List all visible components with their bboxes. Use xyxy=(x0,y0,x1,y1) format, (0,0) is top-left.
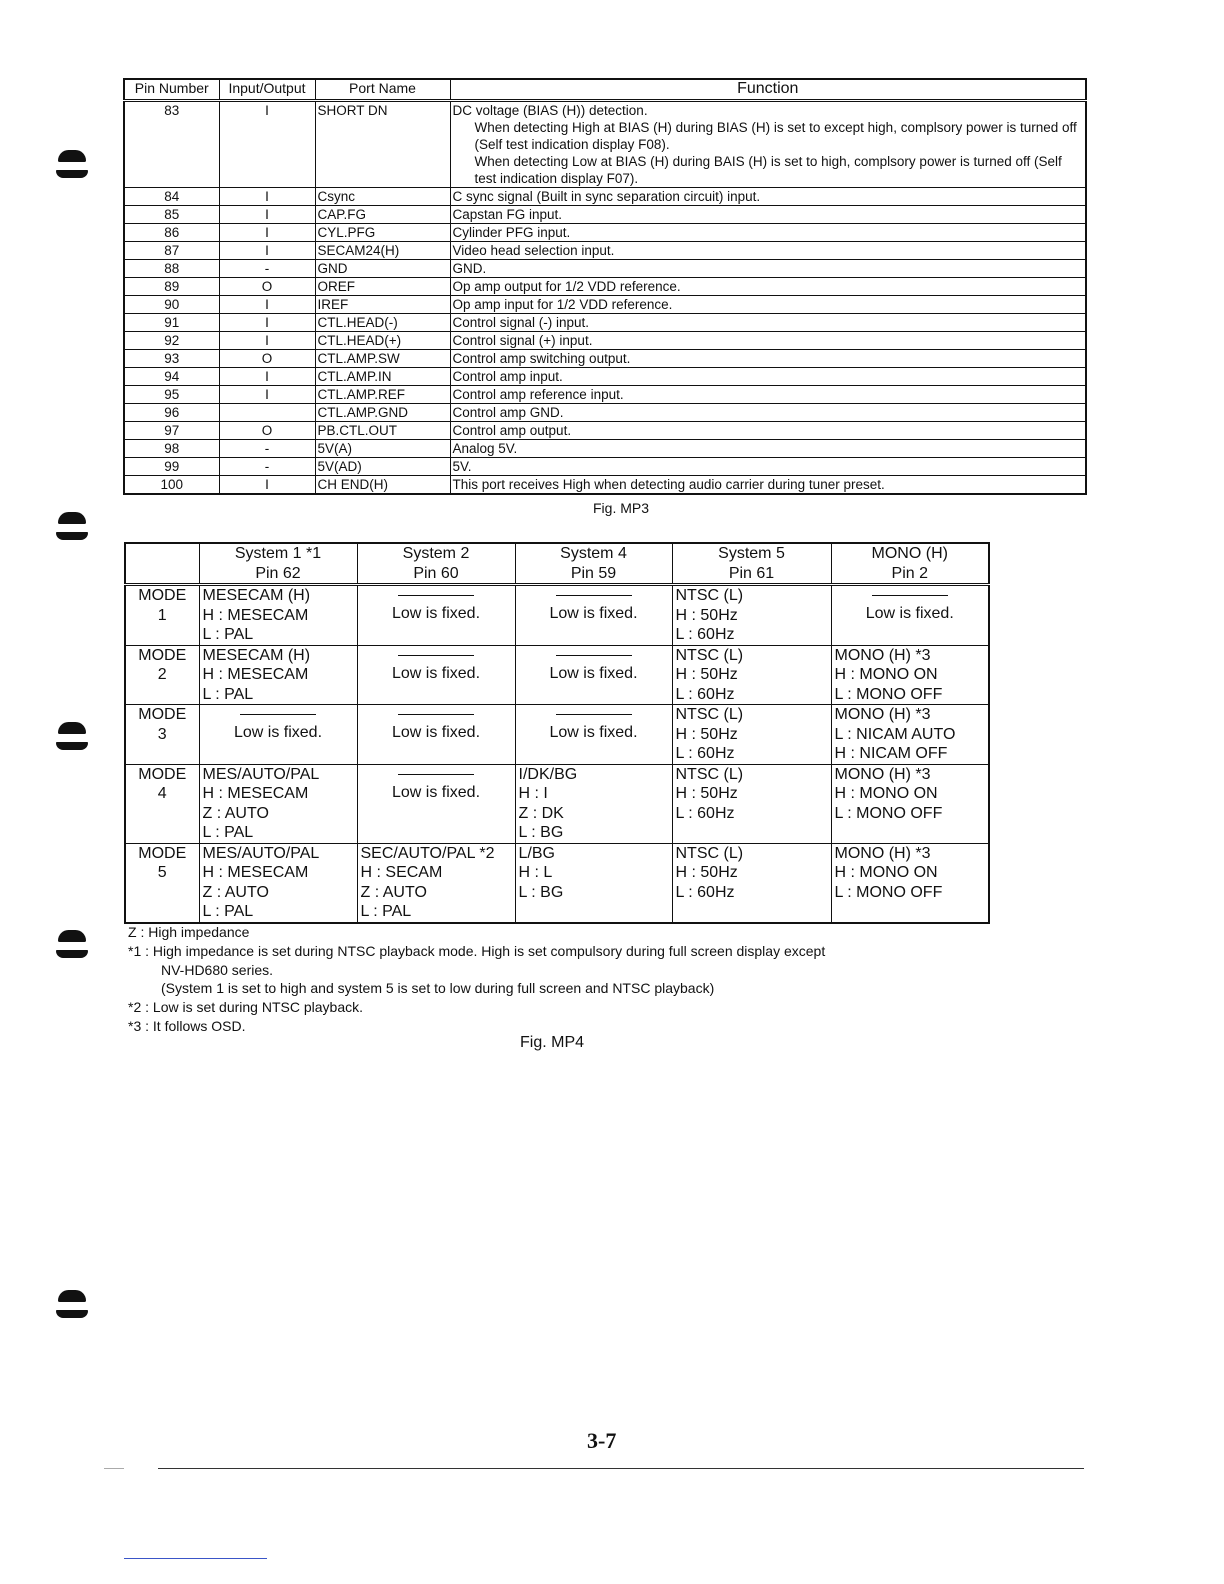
table-row xyxy=(124,260,1086,278)
cell-line: L : PAL xyxy=(202,626,254,643)
port-name: CTL.HEAD(+) xyxy=(315,332,450,350)
header-system-5: System 5 Pin 61 xyxy=(672,543,831,585)
pin-number: 84 xyxy=(124,188,219,206)
cell-line: H : 50Hz xyxy=(675,785,738,802)
pin-number: 91 xyxy=(124,314,219,332)
cell-line: L : BG xyxy=(518,883,564,901)
dash-line xyxy=(398,595,474,596)
table-row xyxy=(124,242,1086,260)
fixed-value: Low is fixed. xyxy=(549,664,638,682)
pin-number: 94 xyxy=(124,368,219,386)
io-type: O xyxy=(219,278,315,296)
mode-row xyxy=(125,585,989,646)
function-description: Control amp reference input. xyxy=(450,386,1086,404)
cell-line: H : MONO ON xyxy=(834,666,938,683)
cell-line: L : 60Hz xyxy=(675,626,735,643)
cell-line: I/DK/BG xyxy=(518,765,578,783)
system-2-cell xyxy=(357,843,515,923)
port-name: SECAM24(H) xyxy=(315,242,450,260)
mono-cell xyxy=(831,645,989,705)
cell-line: L : PAL xyxy=(202,685,254,703)
header-system-1: System 1 *1 Pin 62 xyxy=(199,543,357,585)
pin-number: 89 xyxy=(124,278,219,296)
port-name: 5V(AD) xyxy=(315,458,450,476)
table-row xyxy=(124,476,1086,495)
io-type: I xyxy=(219,476,315,495)
pin-number: 93 xyxy=(124,350,219,368)
cell-line: MES/AUTO/PAL xyxy=(202,765,320,783)
table-row xyxy=(124,350,1086,368)
table-row xyxy=(124,422,1086,440)
footnote: (System 1 is set to high and system 5 is set to low during full screen and NTSC playback) xyxy=(161,980,715,997)
footer-link-line xyxy=(124,1558,267,1559)
table-row xyxy=(124,101,1086,188)
pin-number: 85 xyxy=(124,206,219,224)
fixed-value: Low is fixed. xyxy=(233,724,323,741)
port-name: CTL.AMP.REF xyxy=(315,386,450,404)
io-type: - xyxy=(219,458,315,476)
cell-line: NTSC (L) xyxy=(675,587,744,604)
pin-number: 83 xyxy=(124,101,219,188)
cell-line: L : NICAM AUTO xyxy=(834,725,956,743)
port-name: PB.CTL.OUT xyxy=(315,422,450,440)
cell-line: H : MONO ON xyxy=(834,864,938,881)
cell-line: Z : AUTO xyxy=(202,883,269,901)
cell-line: NTSC (L) xyxy=(675,706,744,723)
system-1-cell xyxy=(199,585,357,646)
cell-line: MES/AUTO/PAL xyxy=(202,844,320,862)
cell-line: H : SECAM xyxy=(360,864,443,881)
table-row xyxy=(124,386,1086,404)
cell-line: H : MONO ON xyxy=(834,785,938,802)
io-type: I xyxy=(219,314,315,332)
pin-number: 92 xyxy=(124,332,219,350)
cell-line: H : L xyxy=(518,864,553,881)
function-description: Capstan FG input. xyxy=(450,206,1086,224)
figure-caption-mp4: Fig. MP4 xyxy=(520,1034,585,1051)
fixed-value: Low is fixed. xyxy=(391,605,481,622)
mode-row xyxy=(125,645,989,705)
dash-line xyxy=(398,774,474,775)
function-description: Video head selection input. xyxy=(450,242,1086,260)
function-description: Control amp GND. xyxy=(450,404,1086,422)
system-2-cell xyxy=(357,645,515,705)
io-type: I xyxy=(219,296,315,314)
footnote: NV-HD680 series. xyxy=(161,961,274,978)
port-name: CH END(H) xyxy=(315,476,450,495)
punch-hole-mark xyxy=(54,722,90,754)
io-type: O xyxy=(219,350,315,368)
system-5-cell xyxy=(672,585,831,646)
cell-line: H : NICAM OFF xyxy=(834,745,948,762)
port-name: CAP.FG xyxy=(315,206,450,224)
cell-line: H : MESECAM xyxy=(202,785,309,802)
function-description: Control amp input. xyxy=(450,368,1086,386)
mode-row xyxy=(125,705,989,765)
mode-label: MODE 4 xyxy=(125,764,199,843)
cell-line: L : PAL xyxy=(360,903,412,920)
io-type: I xyxy=(219,242,315,260)
function-description: Control amp output. xyxy=(450,422,1086,440)
io-type: I xyxy=(219,368,315,386)
cell-line: H : MESECAM xyxy=(202,666,309,683)
mode-row xyxy=(125,843,989,923)
cell-line: MONO (H) *3 xyxy=(834,646,931,664)
table-row xyxy=(124,188,1086,206)
cell-line: H : 50Hz xyxy=(675,666,738,683)
table-row xyxy=(124,278,1086,296)
cell-line: L : MONO OFF xyxy=(834,685,943,703)
system-4-cell xyxy=(515,843,672,923)
function-description: Control amp switching output. xyxy=(450,350,1086,368)
table-row xyxy=(124,440,1086,458)
system-1-cell xyxy=(199,843,357,923)
cell-line: L/BG xyxy=(518,844,555,862)
cell-line: H : MESECAM xyxy=(202,606,309,624)
punch-hole-mark xyxy=(54,930,90,962)
cell-line: MESECAM (H) xyxy=(202,646,311,664)
port-name: CTL.AMP.GND xyxy=(315,404,450,422)
dash-line xyxy=(398,655,474,656)
cell-line: H : I xyxy=(518,785,548,802)
cell-line: MESECAM (H) xyxy=(202,587,311,604)
cell-line: H : 50Hz xyxy=(675,725,738,743)
dash-line xyxy=(398,714,474,715)
pin-number: 99 xyxy=(124,458,219,476)
port-name: CTL.HEAD(-) xyxy=(315,314,450,332)
table-row xyxy=(124,206,1086,224)
header-port-name: Port Name xyxy=(315,79,450,101)
table-row xyxy=(124,332,1086,350)
footer-rule xyxy=(158,1468,1084,1469)
footnote: *3 : It follows OSD. xyxy=(128,1017,246,1034)
cell-line: NTSC (L) xyxy=(675,844,744,862)
port-name: CTL.AMP.SW xyxy=(315,350,450,368)
function-description: Op amp output for 1/2 VDD reference. xyxy=(450,278,1086,296)
cell-line: L : 60Hz xyxy=(675,883,735,901)
port-name: OREF xyxy=(315,278,450,296)
cell-line: MONO (H) *3 xyxy=(834,765,931,783)
pin-number: 98 xyxy=(124,440,219,458)
function-description: Cylinder PFG input. xyxy=(450,224,1086,242)
mono-cell xyxy=(831,585,989,646)
system-1-cell xyxy=(199,645,357,705)
function-description: This port receives High when detecting audio carrier during tuner preset. xyxy=(450,476,1086,495)
function-description: Op amp input for 1/2 VDD reference. xyxy=(450,296,1086,314)
function-line: When detecting High at BIAS (H) during BIAS (H) is set to except high, complsory power is turned off (Self test indication display F08). xyxy=(474,120,1077,152)
function-description: Control signal (-) input. xyxy=(450,314,1086,332)
table-row xyxy=(124,458,1086,476)
cell-line: Z : DK xyxy=(518,804,564,822)
mode-label: MODE 1 xyxy=(125,585,199,646)
dash-line xyxy=(872,595,948,596)
mode-label: MODE 5 xyxy=(125,843,199,923)
port-name: CYL.PFG xyxy=(315,224,450,242)
system-4-cell xyxy=(515,705,672,765)
system-1-cell xyxy=(199,705,357,765)
mono-cell xyxy=(831,843,989,923)
pin-number: 95 xyxy=(124,386,219,404)
function-line: When detecting Low at BIAS (H) during BAIS (H) is set to high, complsory power is turned off (Self test indication display F07). xyxy=(474,154,1062,186)
mono-cell xyxy=(831,764,989,843)
system-4-cell xyxy=(515,645,672,705)
punch-hole-mark xyxy=(54,150,90,182)
function-description: C sync signal (Built in sync separation circuit) input. xyxy=(450,188,1086,206)
header-system-2: System 2 Pin 60 xyxy=(357,543,515,585)
pin-number: 86 xyxy=(124,224,219,242)
pin-number: 97 xyxy=(124,422,219,440)
io-type: I xyxy=(219,188,315,206)
cell-line: L : BG xyxy=(518,824,564,841)
page-number: 3-7 xyxy=(587,1428,617,1453)
function-description: Analog 5V. xyxy=(450,440,1086,458)
mono-cell xyxy=(831,705,989,765)
header-pin-number: Pin Number xyxy=(124,79,219,101)
table-row xyxy=(124,404,1086,422)
cell-line: H : 50Hz xyxy=(675,606,738,624)
header-system-4: System 4 Pin 59 xyxy=(515,543,672,585)
dash-line xyxy=(240,714,316,715)
table-row xyxy=(124,296,1086,314)
function-description xyxy=(450,101,1086,188)
footnote: Z : High impedance xyxy=(128,924,250,940)
io-type: O xyxy=(219,422,315,440)
port-name: Csync xyxy=(315,188,450,206)
pin-function-table xyxy=(123,78,1087,495)
io-type: I xyxy=(219,101,315,188)
header-blank xyxy=(125,543,199,585)
footnote: *1 : High impedance is set during NTSC playback mode. High is set compulsory during full screen display except xyxy=(128,942,826,959)
pin-number: 90 xyxy=(124,296,219,314)
fixed-value: Low is fixed. xyxy=(391,664,481,682)
io-type xyxy=(219,404,315,422)
system-5-cell xyxy=(672,764,831,843)
system-5-cell xyxy=(672,705,831,765)
punch-hole-mark xyxy=(54,512,90,544)
cell-line: L : PAL xyxy=(202,903,254,920)
cell-line: L : PAL xyxy=(202,824,254,841)
cell-line: L : 60Hz xyxy=(675,745,735,762)
fixed-value: Low is fixed. xyxy=(391,724,481,741)
system-4-cell xyxy=(515,764,672,843)
system-mode-table xyxy=(124,542,990,924)
cell-line: H : 50Hz xyxy=(675,864,738,881)
cell-line: MONO (H) *3 xyxy=(834,706,931,723)
fixed-value: Low is fixed. xyxy=(549,605,638,622)
cell-line: Z : AUTO xyxy=(360,883,427,901)
cell-line: L : MONO OFF xyxy=(834,883,943,901)
port-name: GND xyxy=(315,260,450,278)
function-line: DC voltage (BIAS (H)) detection. xyxy=(452,103,648,118)
cell-line: Z : AUTO xyxy=(202,804,269,822)
fixed-value: Low is fixed. xyxy=(391,783,481,801)
fixed-value: Low is fixed. xyxy=(865,605,954,622)
mode-row xyxy=(125,764,989,843)
cell-line: MONO (H) *3 xyxy=(834,844,931,862)
system-1-cell xyxy=(199,764,357,843)
port-name: CTL.AMP.IN xyxy=(315,368,450,386)
header-input-output: Input/Output xyxy=(219,79,315,101)
function-description: Control signal (+) input. xyxy=(450,332,1086,350)
footnotes xyxy=(128,923,825,1036)
system-2-cell xyxy=(357,705,515,765)
pin-number: 100 xyxy=(124,476,219,495)
cell-line: L : MONO OFF xyxy=(834,804,943,822)
cell-line: NTSC (L) xyxy=(675,646,744,664)
dash-line xyxy=(556,595,632,596)
io-type: I xyxy=(219,332,315,350)
cell-line: H : MESECAM xyxy=(202,864,309,881)
port-name: SHORT DN xyxy=(315,101,450,188)
function-description: 5V. xyxy=(450,458,1086,476)
table-header-row xyxy=(125,543,989,585)
cell-line: NTSC (L) xyxy=(675,765,744,783)
pin-number: 87 xyxy=(124,242,219,260)
port-name: 5V(A) xyxy=(315,440,450,458)
figure-caption-mp3: Fig. MP3 xyxy=(593,500,650,516)
fixed-value: Low is fixed. xyxy=(549,724,638,741)
dash-line xyxy=(556,655,632,656)
io-type: I xyxy=(219,224,315,242)
mode-label: MODE 2 xyxy=(125,645,199,705)
io-type: I xyxy=(219,206,315,224)
function-description: GND. xyxy=(450,260,1086,278)
table-row xyxy=(124,368,1086,386)
table-row xyxy=(124,224,1086,242)
header-function: Function xyxy=(450,79,1086,101)
io-type: I xyxy=(219,386,315,404)
cell-line: L : 60Hz xyxy=(675,685,735,703)
punch-hole-mark xyxy=(54,1290,90,1322)
cell-line: L : 60Hz xyxy=(675,804,735,822)
table-header-row xyxy=(124,79,1086,101)
io-type: - xyxy=(219,260,315,278)
pin-number: 96 xyxy=(124,404,219,422)
system-5-cell xyxy=(672,645,831,705)
system-2-cell xyxy=(357,764,515,843)
io-type: - xyxy=(219,440,315,458)
dash-line xyxy=(556,714,632,715)
cell-line: SEC/AUTO/PAL *2 xyxy=(360,844,495,862)
footnote: *2 : Low is set during NTSC playback. xyxy=(128,999,363,1016)
mode-label: MODE 3 xyxy=(125,705,199,765)
system-5-cell xyxy=(672,843,831,923)
pin-number: 88 xyxy=(124,260,219,278)
table-row xyxy=(124,314,1086,332)
system-2-cell xyxy=(357,585,515,646)
header-mono: MONO (H) Pin 2 xyxy=(831,543,989,585)
system-4-cell xyxy=(515,585,672,646)
port-name: IREF xyxy=(315,296,450,314)
footer-rule-short xyxy=(104,1468,124,1469)
